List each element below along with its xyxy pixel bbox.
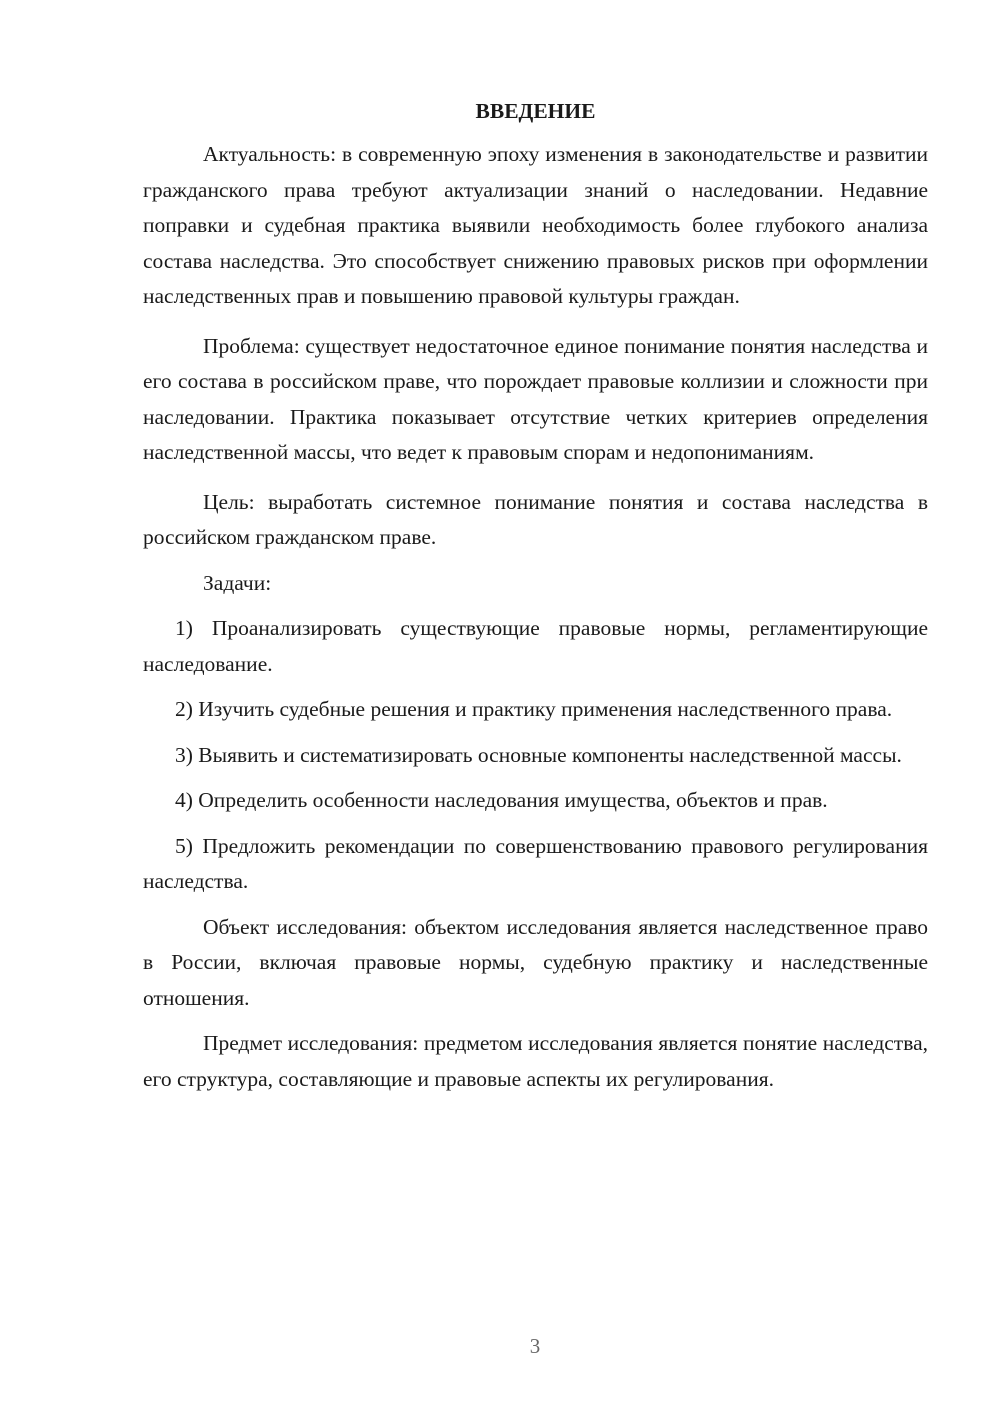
object-paragraph: Объект исследования: объектом исследования является наследственное право в России, включая правовые нормы, судебную практику и наследственные отношения. [143, 914, 928, 1010]
page-number: 3 [529, 1334, 541, 1358]
task-item-2: 2) Изучить судебные решения и практику применения наследственного права. [175, 697, 893, 721]
page-content [143, 95, 928, 1097]
problem-paragraph: Проблема: существует недостаточное единое понимание понятия наследства и его состава в российском праве, что порождает правовые коллизии и сложности при наследовании. Практика показывает отсутствие четких критериев определения наследственной массы, что ведет к правовым спорам и недопониманиям. [143, 333, 928, 464]
task-item-1: 1) Проанализировать существующие правовые нормы, регламентирующие наследование. [143, 616, 928, 676]
section-title: ВВЕДЕНИЕ [475, 99, 596, 123]
subject-paragraph: Предмет исследования: предметом исследования является понятие наследства, его структура, составляющие и правовые аспекты их регулирования. [143, 1031, 928, 1091]
task-item-3: 3) Выявить и систематизировать основные компоненты наследственной массы. [175, 742, 902, 767]
task-item-5: 5) Предложить рекомендации по совершенствованию правового регулирования наследства. [143, 833, 928, 893]
task-item-4: 4) Определить особенности наследования имущества, объектов и прав. [175, 788, 828, 812]
tasks-heading: Задачи: [203, 570, 272, 595]
goal-paragraph: Цель: выработать системное понимание понятия и состава наследства в российском гражданском праве. [143, 489, 928, 549]
relevance-paragraph: Актуальность: в современную эпоху изменения в законодательстве и развитии гражданского права требуют актуализации знаний о наследовании. Недавние поправки и судебная практика выявили необходимость более глубокого анализа состава наследства. Это способствует снижению правовых рисков при оформлении наследственных прав и повышению правовой культуры граждан. [143, 142, 928, 308]
